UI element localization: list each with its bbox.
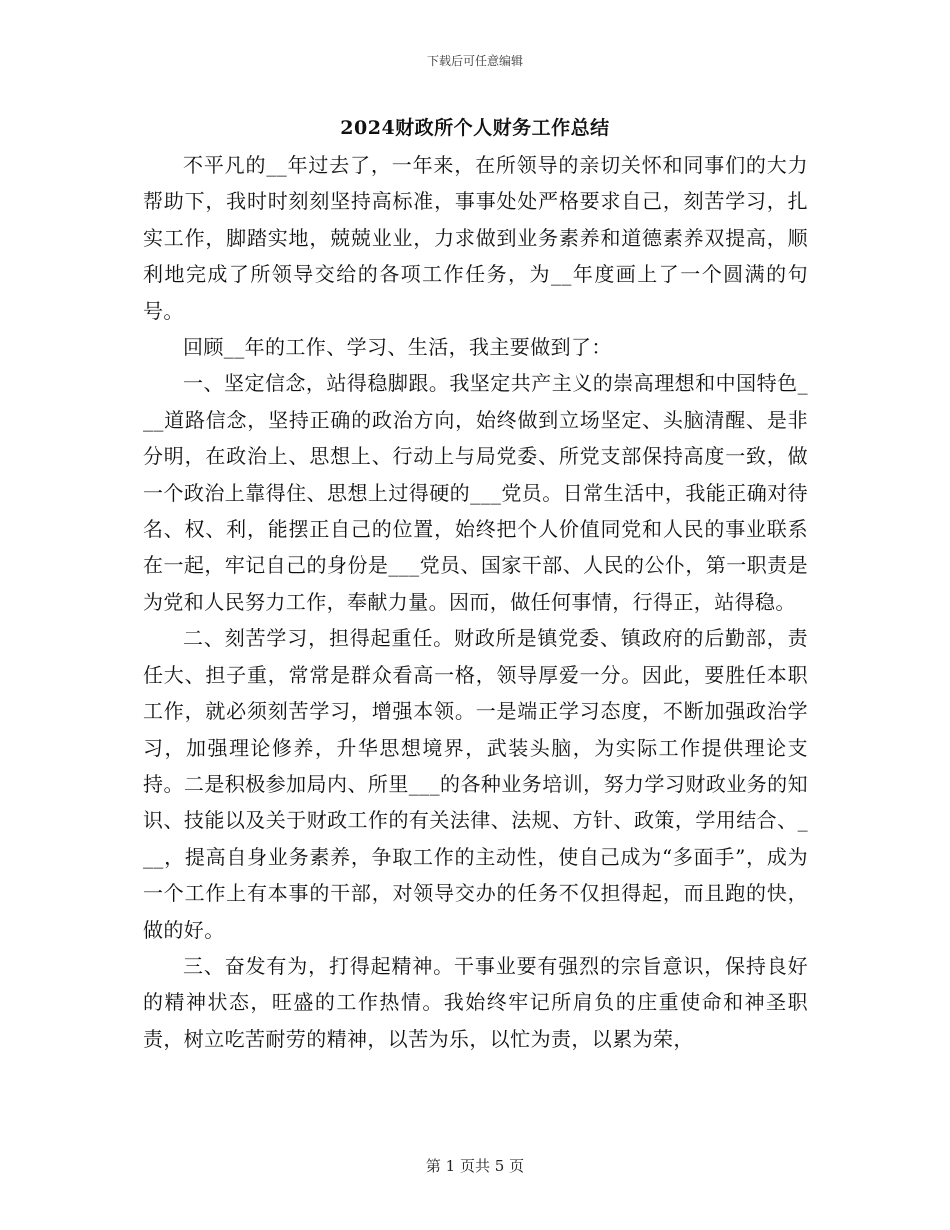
paragraph-section-3: 三、奋发有为，打得起精神。干事业要有强烈的宗旨意识，保持良好的精神状态，旺盛的工作热情。我始终牢记所肩负的庄重使命和神圣职责，树立吃苦耐劳的精神，以苦为乐，以忙为责，以累为荣， [143, 953, 808, 1051]
paragraph-intro: 不平凡的__年过去了，一年来，在所领导的亲切关怀和同事们的大力帮助下，我时时刻刻坚持高标准，事事处处严格要求自己，刻苦学习，扎实工作，脚踏实地，兢兢业业，力求做到业务素养和道德素养双提高，顺利地完成了所领导交给的各项工作任务，为__年度画上了一个圆满的句号。 [143, 153, 808, 323]
paragraph-review: 回顾__年的工作、学习、生活，我主要做到了： [183, 335, 612, 360]
paragraph-section-1: 一、坚定信念，站得稳脚跟。我坚定共产主义的崇高理想和中国特色___道路信念，坚持正确的政治方向，始终做到立场坚定、头脑清醒、是非分明，在政治上、思想上、行动上与局党委、所党支部保持高度一致，做一个政治上靠得住、思想上过得硬的___党员。日常生活中，我能正确对待名、权、利，能摆正自己的位置，始终把个人价值同党和人民的事业联系在一起，牢记自己的身份是___党员、国家干部、人民的公仆，第一职责是为党和人民努力工作，奉献力量。因而，做任何事情，行得正，站得稳。 [143, 371, 808, 614]
page-header-note: 下载后可任意编辑 [426, 54, 523, 68]
document-title: 2024财政所个人财务工作总结 [340, 117, 610, 139]
document-body [143, 147, 808, 1057]
page-number-footer: 第 1 页共 5 页 [425, 1157, 525, 1175]
paragraph-section-2: 二、刻苦学习，担得起重任。财政所是镇党委、镇政府的后勤部，责任大、担子重，常常是群众看高一格，领导厚爱一分。因此，要胜任本职工作，就必须刻苦学习，增强本领。一是端正学习态度，不断加强政治学习，加强理论修养，升华思想境界，武装头脑，为实际工作提供理论支持。二是积极参加局内、所里___的各种业务培训，努力学习财政业务的知识、技能以及关于财政工作的有关法律、法规、方针、政策，学用结合、___，提高自身业务素养，争取工作的主动性，使自己成为“多面手”，成为一个工作上有本事的干部，对领导交办的任务不仅担得起，而且跑的快，做的好。 [143, 626, 808, 942]
